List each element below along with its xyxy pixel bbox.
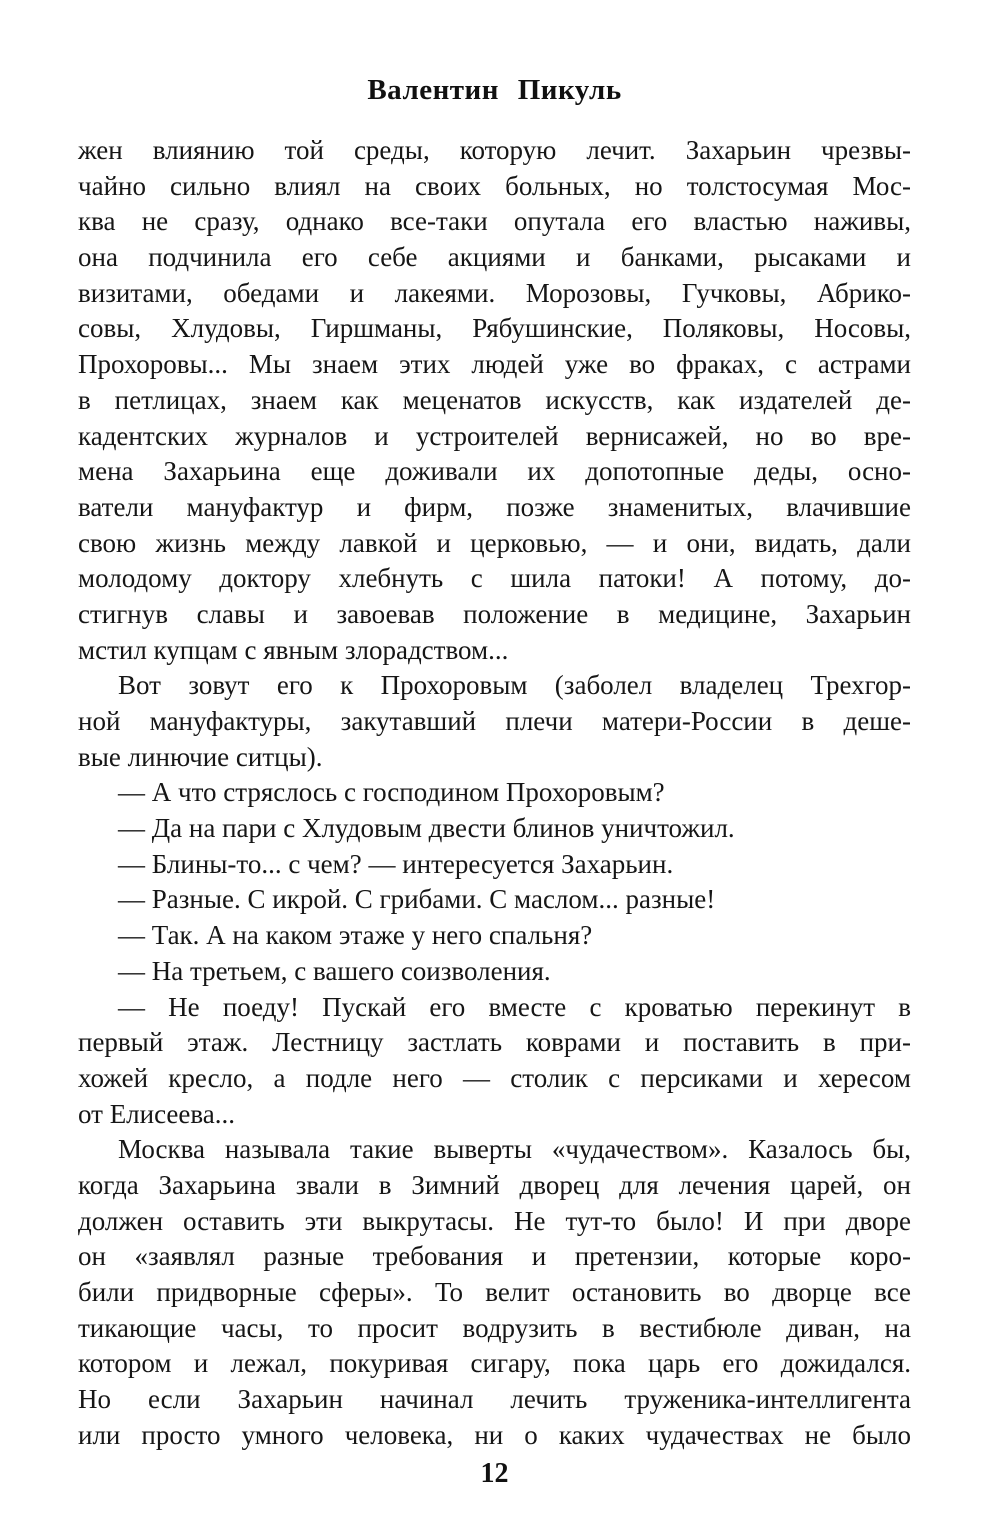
text-line: Но если Захарьин начинал лечить труженика-интеллигента (78, 1384, 911, 1415)
page-text (78, 133, 911, 1453)
text-line: когда Захарьина звали в Зимний дворец для лечения царей, он (78, 1169, 911, 1200)
text-line: стигнув славы и завоевав положение в медицине, Захарьин (78, 598, 911, 629)
paragraph (78, 990, 911, 1133)
paragraph (78, 918, 911, 954)
text-line: визитами, обедами и лакеями. Морозовы, Гучковы, Абрико- (78, 277, 911, 308)
paragraph (78, 882, 911, 918)
running-head: Валентин Пикуль (367, 74, 622, 106)
paragraph (78, 775, 911, 811)
text-line: ква не сразу, однако все-таки опутала его властью наживы, (78, 206, 911, 237)
text-line: вые линючие ситцы). (78, 741, 323, 772)
text-line: хожей кресло, а подле него — столик с персиками и хересом (78, 1062, 911, 1093)
text-line: — Разные. С икрой. С грибами. С маслом... разные! (118, 884, 716, 915)
paragraph (78, 668, 911, 775)
text-line: жен влиянию той среды, которую лечит. Захарьин чрезвы- (78, 135, 911, 165)
text-line: — Да на пари с Хлудовым двести блинов уничтожил. (118, 813, 735, 844)
text-line: чайно сильно влиял на своих больных, но толстосумая Мос- (78, 170, 911, 201)
text-line: — Не поеду! Пускай его вместе с кроватью перекинут в (118, 991, 911, 1022)
page-number: 12 (480, 1458, 509, 1489)
text-line: от Елисеева... (78, 1098, 236, 1129)
text-line: тикающие часы, то просит водрузить в вестибюле диван, на (78, 1312, 911, 1343)
text-line: кадентских журналов и устроителей вернисажей, но во вре- (78, 420, 911, 451)
text-line: ватели мануфактур и фирм, позже знаменитых, влачившие (78, 491, 911, 522)
text-line: первый этаж. Лестницу застлать коврами и поставить в при- (78, 1027, 911, 1058)
text-line: Прохоровы... Мы знаем этих людей уже во фраках, с астрами (78, 349, 911, 380)
text-line: Вот зовут его к Прохоровым (заболел владелец Трехгор- (118, 670, 911, 701)
text-line: — На третьем, с вашего соизволения. (118, 955, 551, 986)
text-line: — Блины-то... с чем? — интересуется Захарьин. (118, 848, 674, 879)
text-line: мстил купцам с явным злорадством... (78, 634, 509, 665)
text-line: — А что стряслось с господином Прохоровым? (118, 777, 665, 808)
text-line: свою жизнь между лавкой и церковью, — и они, видать, дали (78, 527, 911, 558)
paragraph (78, 133, 911, 668)
paragraph (78, 811, 911, 847)
text-line: Москва называла такие выверты «чудачеством». Казалось бы, (118, 1134, 911, 1165)
text-line: мена Захарьина еще доживали их допотопные деды, осно- (78, 456, 911, 487)
paragraph (78, 1132, 911, 1453)
text-line: она подчинила его себе акциями и банками, рысаками и (78, 242, 911, 273)
text-line: совы, Хлудовы, Гиршманы, Рябушинские, Поляковы, Носовы, (78, 313, 911, 344)
text-line: должен оставить эти выкрутасы. Не тут-то было! И при дворе (78, 1205, 911, 1236)
text-line: ной мануфактуры, закутавший плечи матери-России в деше- (78, 706, 911, 736)
text-line: он «заявлял разные требования и претензии, которые коро- (78, 1241, 911, 1272)
paragraph (78, 847, 911, 883)
text-line: или просто умного человека, ни о каких чудачествах не было (78, 1419, 911, 1450)
text-line: — Так. А на каком этаже у него спальня? (118, 920, 593, 951)
paragraph (78, 954, 911, 990)
text-line: били придворные сферы». То велит остановить во дворце все (78, 1277, 911, 1307)
text-line: в петлицах, знаем как меценатов искусств, как издателей де- (78, 384, 911, 415)
text-line: молодому доктору хлебнуть с шила патоки! А потому, до- (78, 563, 911, 594)
text-line: котором и лежал, покуривая сигару, пока царь его дожидался. (78, 1348, 911, 1379)
